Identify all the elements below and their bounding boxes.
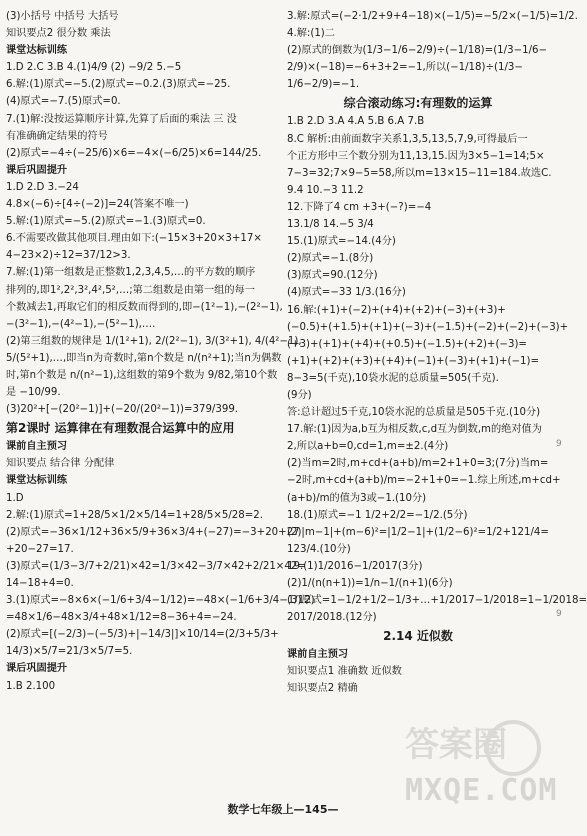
answer-line: −2时,m+cd+(a+b)/m=−2+1+0=−1.综上所述,m+cd+ xyxy=(287,475,561,487)
section-heading: 综合滚动练习:有理数的运算 xyxy=(343,96,493,111)
answer-line: (2)当m=2时,m+cd+(a+b)/m=2+1+0=3;(7分)当m= xyxy=(287,458,549,470)
edge-mark-1: 9 xyxy=(556,439,562,449)
answer-line: (4)原式=−33 1/3.(16分) xyxy=(287,287,406,299)
answer-line: 5.解:(1)原式=−5.(2)原式=−1.(3)原式=0. xyxy=(6,216,206,228)
answer-line: (3)20²+[−(20²−1)]+(−20/(20²−1))=379/399. xyxy=(6,404,239,416)
answer-line: (2)原式=−36×1/12+36×5/9+36×3/4+(−27)=−3+20+27 xyxy=(6,526,300,538)
answer-line: 知识要点 结合律 分配律 xyxy=(6,458,115,470)
answer-line: (2)1/(n(n+1))=1/n−1/(n+1)(6分) xyxy=(287,578,453,589)
answer-line: 8−3=5(千克),10袋水泥的总质量=505(千克). xyxy=(287,372,499,384)
answer-line: (3)小括号 中括号 大括号 xyxy=(6,11,119,22)
answer-line: 7.解:(1)第一组数是正整数1,2,3,4,5,…的平方数的顺序 xyxy=(6,267,256,279)
watermark-cn: 答案圈 xyxy=(405,725,507,765)
answer-line: 6.解:(1)原式=−5.(2)原式=−0.2.(3)原式=−25. xyxy=(6,79,231,91)
answer-line: 12.下降了4 cm +3+(−?)=−4 xyxy=(287,201,432,213)
answer-line: 7.(1)解:没按运算顺序计算,先算了后面的乘法 三 没 xyxy=(6,113,237,125)
answer-line: (3)原式=90.(12分) xyxy=(287,270,378,282)
answer-line: 123/4.(10分) xyxy=(287,543,351,555)
subsection-label: 课前自主预习 xyxy=(6,441,68,453)
answer-line: 3.解:原式=(−2·1/2+9+4−18)×(−1/5)=−5/2×(−1/5)=1/2. xyxy=(287,11,578,22)
answer-line: 2.解:(1)原式=1+28/5×1/2×5/14=1+28/5×5/28=2. xyxy=(6,509,264,521)
answer-line: 1.D xyxy=(6,492,24,504)
answer-line: 3.(1)原式=−8×6×(−1/6+3/4−1/12)=−48×(−1/6+3/4−1/12) xyxy=(6,595,315,607)
subsection-label: 课堂达标训练 xyxy=(6,475,68,487)
watermark-ring-icon xyxy=(485,720,541,776)
answer-line: 1.D 2.D 3.−24 xyxy=(6,181,79,193)
answer-line: 8.C 解析:由前面数字关系1,3,5,13,5,7,9,可得最后一 xyxy=(287,133,528,145)
answer-line: (3)原式=1−1/2+1/2−1/3+…+1/2017−1/2018=1−1/2018= xyxy=(287,595,587,607)
answer-line: 5/(5²+1),…,即当n为奇数时,第n个数是 n/(n²+1);当n为偶数 xyxy=(6,352,282,364)
answer-line: 知识要点2 精确 xyxy=(287,683,358,695)
answer-line: 14−18+4=0. xyxy=(6,578,74,589)
answer-line: (−0.5)+(+1.5)+(+1)+(−3)+(−1.5)+(−2)+(−2)+(−3)+ xyxy=(287,321,569,333)
answer-line: (2)原式=−1.(8分) xyxy=(287,253,374,265)
answer-line: (2)原式的倒数为(1/3−1/6−2/9)÷(−1/18)=(1/3−1/6− xyxy=(287,45,548,57)
answer-line: 15.(1)原式=−14.(4分) xyxy=(287,236,396,248)
page-footer: 数学七年级上—145— xyxy=(227,803,339,816)
answer-line: 排列的,即1²,2²,3²,4²,5²,…;第二组数是由第一组的每一 xyxy=(6,284,255,296)
answer-line: 4.8×(−6)÷[4÷(−2)]=24(答案不唯一) xyxy=(6,199,189,211)
answer-line: 知识要点2 很分数 乘法 xyxy=(6,28,111,40)
answer-line: (+3)+(+1)+(+4)+(+0.5)+(−1.5)+(+2)+(−3)= xyxy=(287,338,527,350)
answer-line: (9分) xyxy=(287,389,312,401)
answer-line: 2,所以a+b=0,cd=1,m=±2.(4分) xyxy=(287,441,449,453)
subsection-label: 课后巩固提升 xyxy=(6,663,68,675)
answer-line: +20−27=17. xyxy=(6,543,74,555)
answer-line: 1.B 2.D 3.A 4.A 5.B 6.A 7.B xyxy=(287,116,425,128)
answer-line: 19.(1)1/2016−1/2017(3分) xyxy=(287,560,423,572)
answer-line: =48×1/6−48×3/4+48×1/12=8−36+4=−24. xyxy=(6,612,237,624)
answer-line: 13.1/8 14.−5 3/4 xyxy=(287,219,374,231)
answer-line: 6.不需要改做其他项目.理由如下:(−15×3+20×3+17× xyxy=(6,233,262,245)
answer-line: 是 −10/99. xyxy=(6,387,61,399)
answer-line: 1/6−2/9)=−1. xyxy=(287,79,360,91)
answer-line: 16.解:(+1)+(−2)+(+4)+(+2)+(−3)+(+3)+ xyxy=(287,304,506,316)
right-column xyxy=(287,8,587,698)
answer-line: 4.解:(1)二 xyxy=(287,28,335,40)
watermark-en: MXQE.COM xyxy=(405,773,558,808)
answer-line: (2)第三组数的规律是 1/(1²+1), 2/(2²−1), 3/(3²+1), 4/(4²−1), xyxy=(6,335,302,347)
answer-line: (2)|m−1|+(m−6)²=|1/2−1|+(1/2−6)²=1/2+121/4= xyxy=(287,526,549,538)
answer-line: 4−23×2)÷12=37/12>3. xyxy=(6,250,131,262)
answer-line: 2017/2018.(12分) xyxy=(287,612,377,624)
answer-line: (+1)+(+2)+(+3)+(+4)+(−1)+(−3)+(+1)+(−1)= xyxy=(287,355,540,367)
answer-line: 1.D 2.C 3.B 4.(1)4/9 (2) −9/2 5.−5 xyxy=(6,62,182,74)
answer-line: 答:总计超过5千克,10袋水泥的总质量是505千克.(10分) xyxy=(287,407,541,419)
answer-line: 个正方形中三个数分别为11,13,15.因为3×5−1=14;5× xyxy=(287,150,545,162)
subsection-label: 课后巩固提升 xyxy=(6,164,68,176)
answer-line: −(3²−1),−(4²−1),−(5²−1),…. xyxy=(6,318,156,330)
section-heading: 第2课时 运算律在有理数混合运算中的应用 xyxy=(6,421,235,436)
answer-line: 17.解:(1)因为a,b互为相反数,c,d互为倒数,m的绝对值为 xyxy=(287,424,542,436)
answer-line: 7−3=32;7×9−5=58,所以m=13×15−11=184.故选C. xyxy=(287,167,552,179)
subsection-label: 课堂达标训练 xyxy=(6,45,68,57)
section-heading: 2.14 近似数 xyxy=(383,629,453,644)
answer-line: 18.(1)原式=−1 1/2+2/2=−1/2.(5分) xyxy=(287,509,468,521)
edge-mark-2: 9 xyxy=(556,609,562,619)
answer-line: (2)原式=[(−2/3)−(−5/3)+|−14/3|]×10/14=(2/3+5/3+ xyxy=(6,629,279,641)
answer-line: 9.4 10.−3 11.2 xyxy=(287,184,364,196)
answer-line: 知识要点1 准确数 近似数 xyxy=(287,666,402,678)
subsection-label: 课前自主预习 xyxy=(287,649,349,661)
answer-line: 1.B 2.100 xyxy=(6,680,56,692)
answer-line: 个数减去1,再取它们的相反数而得到的,即−(1²−1),−(2²−1), xyxy=(6,301,283,313)
answer-line: (3)原式=(1/3−3/7+2/21)×42=1/3×42−3/7×42+2/21×42= xyxy=(6,560,306,572)
answer-line: (2)原式=−4÷(−25/6)×6=−4×(−6/25)×6=144/25. xyxy=(6,147,262,159)
answer-line: 2/9)×(−18)=−6+3+2=−1,所以(−1/18)÷(1/3− xyxy=(287,62,523,74)
answer-line: 14/3)×5/7=21/3×5/7=5. xyxy=(6,646,133,658)
answer-line: (a+b)/m的值为3或−1.(10分) xyxy=(287,492,427,504)
answer-line: 时,第n个数是 n/(n²−1),这组数的第9个数为 9/82,第10个数 xyxy=(6,369,278,381)
answer-line: 有准确确定结果的符号 xyxy=(6,130,108,142)
answer-line: (4)原式=−7.(5)原式=0. xyxy=(6,96,121,108)
